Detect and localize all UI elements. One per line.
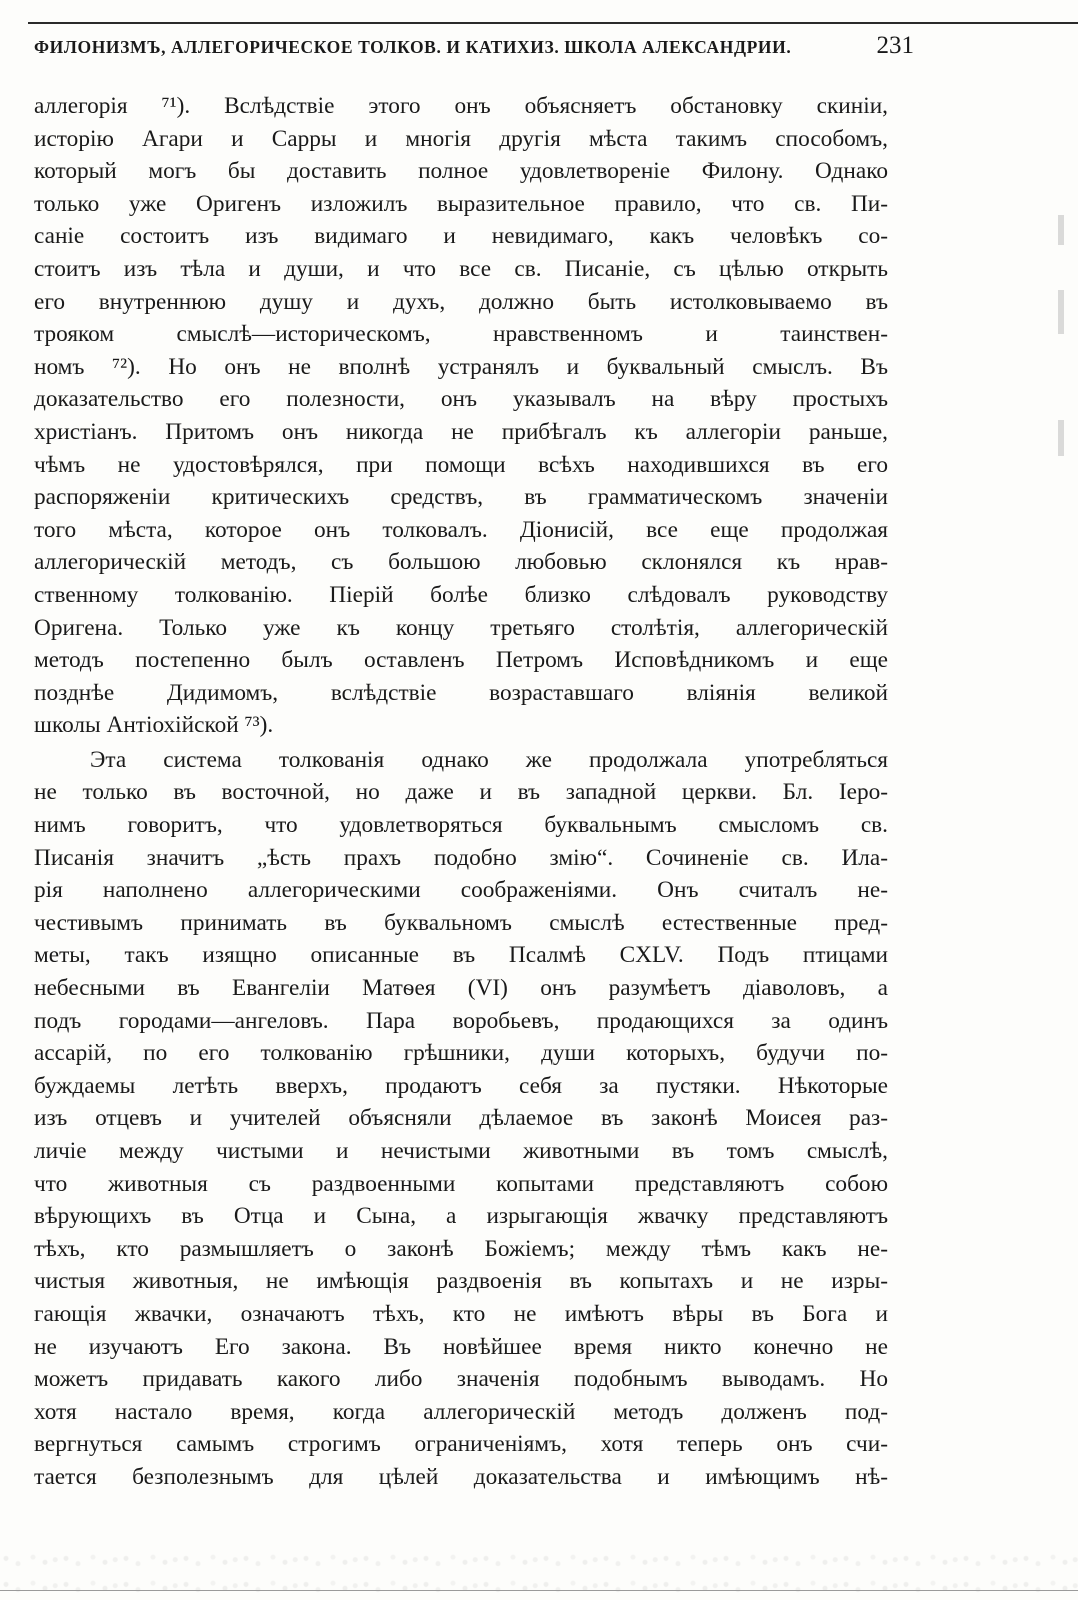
- text-line: стоитъ изъ тѣла и души, и что все св. Писаніе, съ цѣлью открыть: [34, 255, 888, 282]
- paragraph-2: [34, 744, 888, 1494]
- text-line: распоряженіи критическихъ средствъ, въ грамматическомъ значеніи: [34, 484, 888, 511]
- text-line: подъ городами—ангеловъ. Пара воробьевъ, продающихся за одинъ: [34, 1007, 888, 1034]
- text-line: что животныя съ раздвоенными копытами представляютъ собою: [34, 1170, 888, 1197]
- text-line: личіе между чистыми и нечистыми животными въ томъ смыслѣ,: [34, 1138, 888, 1164]
- text-line: номъ ⁷²). Но онъ не вполнѣ устранялъ и буквальный смыслъ. Въ: [34, 353, 888, 380]
- running-title: ФИЛОНИЗМЪ, АЛЛЕГОРИЧЕСКОЕ ТОЛКОВ. И КАТИХИЗ. ШКОЛА АЛЕКСАНДРИИ.: [34, 37, 792, 57]
- scan-edge-mark: [1058, 215, 1064, 245]
- bottom-rule: [0, 1590, 1078, 1591]
- header-rule: [28, 22, 1078, 24]
- text-line: ственному толкованію. Піерій болѣе близко слѣдовалъ руководству: [34, 581, 888, 608]
- text-line: нимъ говоритъ, что удовлетворяться буквальнымъ смысломъ св.: [34, 812, 888, 839]
- paragraph-1: [34, 90, 888, 742]
- text-line: вѣрующихъ въ Отца и Сына, а изрыгающія жвачку представляютъ: [34, 1203, 888, 1230]
- text-line: аллегорическій методъ, съ большою любовью склонялся къ нрав-: [34, 549, 888, 576]
- text-line: вергнуться самымъ строгимъ ограниченіямъ, хотя теперь онъ счи-: [34, 1431, 888, 1458]
- text-line: тается безполезнымъ для цѣлей доказательства и имѣющимъ нѣ-: [34, 1463, 888, 1490]
- text-line: меты, такъ изящно описанные въ Псалмѣ CXLV. Подъ птицами: [34, 942, 888, 969]
- text-line: методъ постепенно былъ оставленъ Петромъ Исповѣдникомъ и еще: [34, 647, 888, 674]
- text-line: исторію Агари и Сарры и многія другія мѣста такимъ способомъ,: [34, 125, 888, 152]
- text-line: изъ отцевъ и учителей объясняли дѣлаемое въ законѣ Моисея раз-: [34, 1105, 888, 1132]
- text-line: Писанія значитъ „ѣсть прахъ подобно змію“. Сочиненіе св. Ила-: [34, 844, 888, 871]
- text-body: [34, 90, 888, 1494]
- page-number: 231: [876, 32, 914, 59]
- text-line: школы Антіохійской ⁷³).: [34, 712, 274, 739]
- text-line: не только въ восточной, но даже и въ западной церкви. Бл. Іеро-: [34, 779, 888, 806]
- text-line: тѣхъ, кто размышляетъ о законѣ Божіемъ; между тѣмъ какъ не-: [34, 1235, 888, 1262]
- scan-edge-mark: [1058, 290, 1064, 334]
- text-line: аллегорія ⁷¹). Вслѣдствіе этого онъ объясняетъ обстановку скиніи,: [34, 93, 888, 119]
- running-head: [34, 32, 914, 62]
- text-line: позднѣе Дидимомъ, вслѣдствіе возраставшаго вліянія великой: [34, 679, 888, 706]
- text-line: его внутреннюю душу и духъ, должно быть истолковываемо въ: [34, 288, 888, 315]
- text-line: небесными въ Евангеліи Матѳея (VI) онъ разумѣетъ діаволовъ, а: [34, 975, 888, 1002]
- scan-noise-bottom: [0, 1548, 1078, 1600]
- text-line: рія наполнено аллегорическими соображеніями. Онъ считалъ не-: [34, 877, 888, 904]
- text-line: Оригена. Только уже къ концу третьяго столѣтія, аллегорическій: [34, 614, 888, 641]
- text-line: не изучаютъ Его закона. Въ новѣйшее время никто конечно не: [34, 1333, 888, 1360]
- text-line: ассарій, по его толкованію грѣшники, души которыхъ, будучи по-: [34, 1040, 888, 1067]
- text-line: Эта система толкованія однако же продолжала употребляться: [90, 746, 888, 773]
- text-line: христіанъ. Притомъ онъ никогда не прибѣгалъ къ аллегоріи раньше,: [34, 418, 888, 445]
- text-line: чистыя животныя, не имѣющія раздвоенія въ копытахъ и не изры-: [34, 1268, 888, 1295]
- text-line: доказательство его полезности, онъ указывалъ на вѣру простыхъ: [34, 386, 888, 413]
- text-line: только уже Оригенъ изложилъ выразительное правило, что св. Пи-: [34, 190, 888, 217]
- text-line: гающія жвачки, означаютъ тѣхъ, кто не имѣютъ вѣры въ Бога и: [34, 1300, 888, 1327]
- text-line: честивымъ принимать въ буквальномъ смыслѣ естественные пред-: [34, 909, 888, 936]
- text-line: того мѣста, которое онъ толковалъ. Діонисій, все еще продолжая: [34, 516, 888, 543]
- text-line: который могъ бы доставить полное удовлетвореніе Филону. Однако: [34, 158, 888, 185]
- text-line: можетъ придавать какого либо значенія подобнымъ выводамъ. Но: [34, 1366, 888, 1393]
- scan-edge-mark: [1058, 420, 1064, 456]
- text-line: чѣмъ не удостовѣрялся, при помощи всѣхъ находившихся въ его: [34, 451, 888, 478]
- text-line: саніе состоитъ изъ видимаго и невидимаго, какъ человѣкъ со-: [34, 223, 888, 250]
- text-line: хотя настало время, когда аллегорическій методъ долженъ под-: [34, 1398, 888, 1425]
- text-line: буждаемы летѣть вверхъ, продаютъ себя за пустяки. Нѣкоторые: [34, 1072, 888, 1099]
- text-line: трояком смыслѣ—историческомъ, нравственномъ и таинствен-: [34, 321, 888, 348]
